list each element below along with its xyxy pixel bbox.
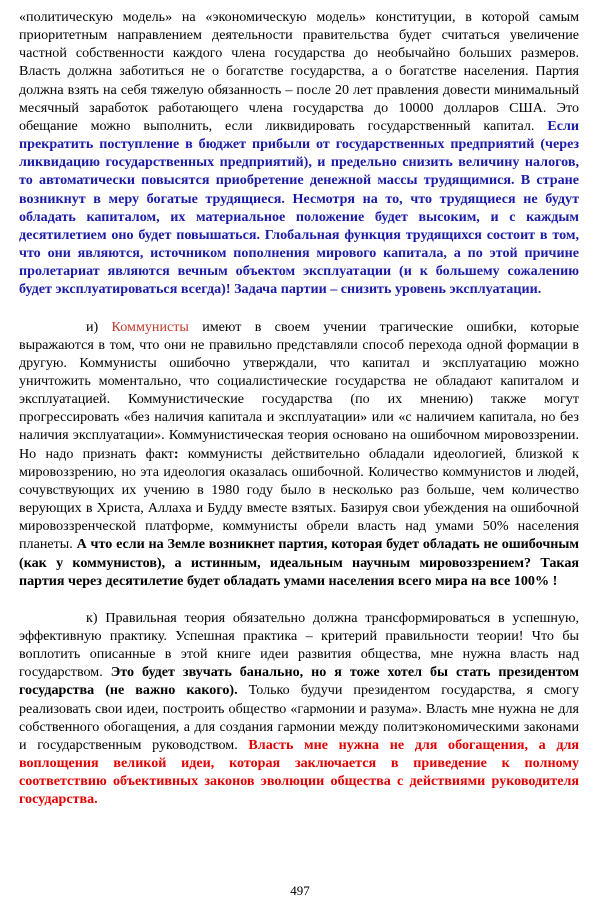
paragraph-gap	[19, 299, 579, 318]
paragraph-gap	[19, 590, 579, 609]
section-i-text: имеют в своем учении трагические ошибки, которые выражаются в том, что они не правильно представляли способ перехода одной формации в другую. Коммунисты ошибочно утверждали, что капитал и эксплуатацию можно уничтожить моментально, что социалистические государства не обладают капиталом и эксплуатацией. Коммунистические государства (по их мнению) также могут прогрессировать «без наличия капитала и эксплуатации» или «с наличием капитала, но без наличия эксплуатации». Коммунистическая теория основано на ошибочном мировоззрении. Но надо признать факт	[19, 318, 579, 462]
section-i-text-2: коммунисты действительно обладали идеологией, близкой к мировоззрению, но эта идеология оказалась ошибочной. Количество коммунистов и людей, сочувствующих их учению в 1980 году было в несколько раз больше, чем количество верующих в Христа, Аллаха и Будду вместе взятых. Базируя свои убеждения на ошибочной мировоззренческой платформе, коммунисты обрели власть над умами 50% населения планеты.	[19, 445, 579, 553]
intro-text: «политическую модель» на «экономическую модель» конституции, в которой самым приоритетным направлением деятельности правительства будет считаться увеличение частной собственности каждого члена государства до необычайно больших размеров. Власть должна заботиться не о богатстве государства, а о богатстве населения. Партия должна взять на себя тяжелую обязанность – после 20 лет правления довести минимальный месячный заработок работающего члена государства до 10000 долларов США. Это обещание можно выполнить, если ликвидировать государственный капитал.	[19, 9, 579, 134]
section-k-text: Правильная теория обязательно должна трансформироваться в успешную, эффективную практику. Успешная практика – критерий правильности теории! Что бы воплотить описанные в этой книге идеи развития общества, мне нужна власть над государством.	[19, 609, 579, 681]
intro-paragraph	[19, 8, 579, 299]
section-k-marker: к)	[86, 609, 98, 626]
section-i-colon: :	[173, 445, 179, 462]
section-i-paragraph	[19, 318, 579, 590]
intro-highlight: Если прекратить поступление в бюджет прибыли от государственных предприятий (через ликвидацию государственных предприятий), и предельно снизить величину налогов, то автоматически повысятся приобретение денежной массы трудящимися. В стране возникнут в меру богатые трудящиеся. Несмотря на то, что трудящиеся не будут обладать капиталом, их материальное положение будет высоким, и с каждым десятилетием оно будет повышаться. Глобальная функция трудящихся состоит в том, что они являются, источником пополнения мирового капитала, а по этой причине пролетариат являются вечным объектом эксплуатации (и к большему сожалению будет эксплуатироваться всегда)! Задача партии – снизить уровень эксплуатации.	[19, 117, 579, 298]
section-k-paragraph	[19, 609, 579, 809]
section-k-text-2: Только будучи президентом государства, я смогу реализовать свои идеи, построить общество «гармонии и разума». Власть мне нужна не для собственного обогащения, а для создания гармонии между политэкономическими законами и государственным руководством.	[19, 682, 579, 753]
page-number: 497	[290, 883, 310, 898]
section-i-emphasis: А что если на Земле возникнет партия, которая будет обладать не ошибочным (как у коммунистов), а истинным, идеальным научным мировоззрением? Такая партия через десятилетие будет обладать умами населения всего мира на все 100% !	[19, 536, 579, 589]
section-i-term: Коммунисты	[111, 318, 189, 335]
document-page	[19, 8, 579, 809]
section-i-marker: и)	[86, 318, 112, 335]
section-k-emphasis: Это будет звучать банально, но я тоже хотел бы стать президентом государства (не важно какого).	[19, 664, 579, 699]
section-k-highlight: Власть мне нужна не для обогащения, а для воплощения великой идеи, которая заключается в приведение к полному соответствию объективных законов эволюции общества с действиями руководителя государства.	[19, 736, 579, 808]
